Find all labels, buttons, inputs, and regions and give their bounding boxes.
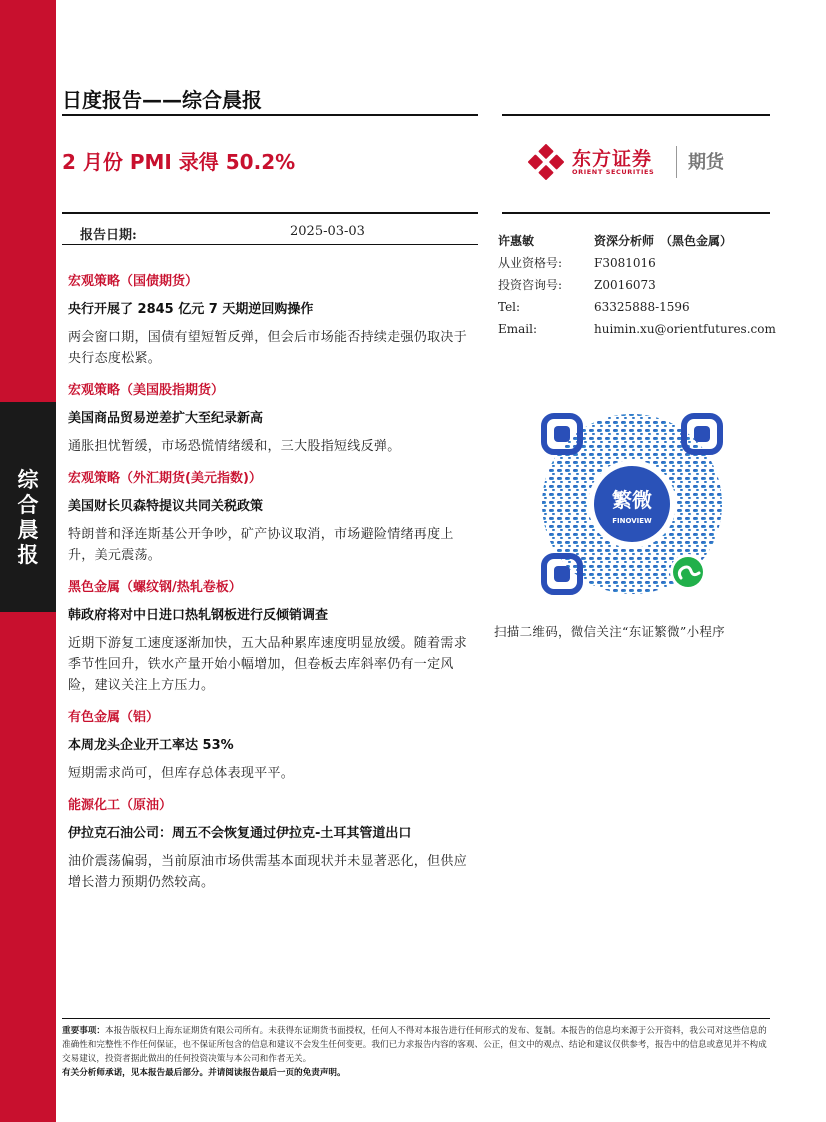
analyst-value: Z0016073 <box>594 278 656 292</box>
section-head: 能源化工（原油） <box>68 798 173 813</box>
section-ferrous <box>68 576 480 696</box>
section-subhead: 伊拉克石油公司：周五不会恢复通过伊拉克-土耳其管道出口 <box>68 826 412 841</box>
analyst-row <box>498 318 776 340</box>
analyst-info <box>498 230 776 340</box>
analyst-key: 从业资格号: <box>498 256 563 270</box>
analyst-title: 资深分析师 （黑色金属） <box>594 234 733 248</box>
section-nonferrous <box>68 706 480 784</box>
section-head: 黑色金属（螺纹钢/热轧卷板） <box>68 580 242 595</box>
analyst-row <box>498 274 770 296</box>
logo-cn: 东方证券 <box>572 148 653 170</box>
analyst-key: Tel: <box>498 300 521 314</box>
footer-claim: 有关分析师承诺，见本报告最后部分。并请阅读报告最后一页的免责声明。 <box>62 1068 346 1078</box>
section-paragraph: 特朗普和泽连斯基公开争吵，矿产协议取消，市场避险情绪再度上升，美元震荡。 <box>68 527 454 563</box>
section-paragraph: 油价震荡偏弱，当前原油市场供需基本面现状并未显著恶化，但供应增长潜力预期仍然较高。 <box>68 854 468 890</box>
section-head: 宏观策略（外汇期货(美元指数)） <box>68 471 262 486</box>
sections-column <box>68 270 480 903</box>
analyst-key: Email: <box>498 322 538 336</box>
report-date-label: 报告日期: <box>80 228 137 243</box>
logo-mark-icon <box>528 144 564 180</box>
analyst-email[interactable]: huimin.xu@orientfutures.com <box>594 322 776 336</box>
section-subhead: 本周龙头企业开工率达 53% <box>68 738 234 753</box>
company-logo <box>528 142 738 182</box>
section-subhead: 央行开展了 2845 亿元 7 天期逆回购操作 <box>68 302 314 317</box>
section-paragraph: 近期下游复工速度逐渐加快，五大品种累库速度明显放缓。随着需求季节性回升，铁水产量开始小幅增加，但卷板去库斜率仍有一定风险，建议关注上方压力。 <box>68 636 468 693</box>
logo-divider <box>676 146 677 178</box>
section-head: 宏观策略（美国股指期货） <box>68 383 225 398</box>
footer-rule <box>62 1018 770 1019</box>
section-head: 有色金属（铝） <box>68 710 160 725</box>
analyst-value: 63325888-1596 <box>594 300 690 314</box>
wechat-qr-code-icon[interactable] <box>540 412 724 596</box>
section-paragraph: 短期需求尚可，但库存总体表现平平。 <box>68 766 295 781</box>
section-paragraph: 两会窗口期，国债有望短暂反弹，但会后市场能否持续走强仍取决于央行态度松紧。 <box>68 330 468 366</box>
section-macro-bond <box>68 270 480 369</box>
qr-center-label: 繁微 <box>612 488 652 512</box>
section-subhead: 美国商品贸易逆差扩大至纪录新高 <box>68 411 264 426</box>
side-label: 综 合 晨 报 <box>17 468 39 567</box>
section-paragraph: 通胀担忧暂缓，市场恐慌情绪缓和，三大股指短线反弹。 <box>68 439 401 454</box>
analyst-header <box>498 230 770 252</box>
title-rule-right <box>502 212 770 214</box>
qr-caption: 扫描二维码，微信关注“东证繁微”小程序 <box>494 624 725 639</box>
section-subhead: 韩政府将对中日进口热轧钢板进行反倾销调查 <box>68 608 329 623</box>
analyst-row <box>498 252 770 274</box>
section-macro-fx <box>68 467 480 566</box>
main-title: 2 月份 PMI 录得 50.2% <box>62 150 296 174</box>
footer-note-label: 重要事项： <box>62 1026 105 1036</box>
qr-center-sub: FINOVIEW <box>612 517 652 525</box>
header-rule-left <box>62 114 478 116</box>
logo-futures: 期货 <box>688 152 724 173</box>
header-title: 日度报告——综合晨报 <box>62 88 262 112</box>
section-subhead: 美国财长贝森特提议共同关税政策 <box>68 499 264 514</box>
analyst-row <box>498 296 770 318</box>
footer-disclaimer <box>62 1024 770 1066</box>
section-head: 宏观策略（国债期货） <box>68 274 199 289</box>
title-rule-left <box>62 212 478 214</box>
section-macro-us-index <box>68 379 480 457</box>
footer-note-text: 本报告版权归上海东证期货有限公司所有。未获得东证期货书面授权，任何人不得对本报告进行任何形式的发布、复制。本报告的信息均来源于公开资料，我公司对这些信息的准确性和完整性不作任何保证，也不保证所包含的信息和建议不会发生任何变更。我们已力求报告内容的客观、公正，但文中的观点、结论和建议仅供参考，报告中的信息或意见并不构成交易建议，投资者据此做出的任何投资决策与本公司和作者无关。 <box>62 1026 767 1064</box>
analyst-key: 投资咨询号: <box>498 278 563 292</box>
section-energy <box>68 794 480 893</box>
header-rule-right <box>502 114 770 116</box>
analyst-name: 许惠敏 <box>498 234 535 248</box>
analyst-value: F3081016 <box>594 256 656 270</box>
date-rule <box>62 244 478 245</box>
logo-en: ORIENT SECURITIES <box>572 168 655 176</box>
report-date-value: 2025-03-03 <box>290 224 365 239</box>
